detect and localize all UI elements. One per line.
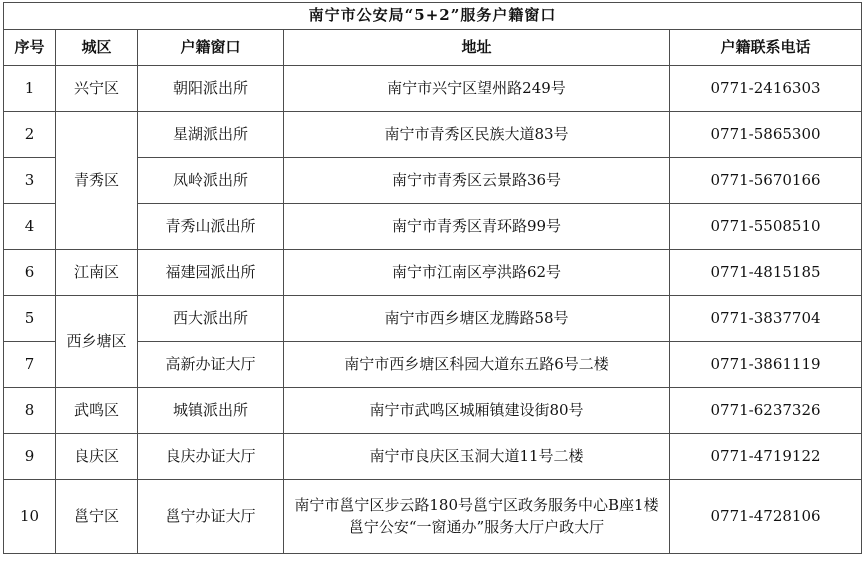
- row-index-cell: 8: [4, 388, 56, 434]
- district-cell: 武鸣区: [56, 388, 138, 434]
- address-cell: 南宁市武鸣区城厢镇建设街80号: [284, 388, 670, 434]
- window-name-cell: 高新办证大厅: [138, 342, 284, 388]
- phone-number-cell: 0771-5508510: [670, 204, 862, 250]
- title-row: [4, 3, 862, 30]
- address-cell: 南宁市青秀区云景路36号: [284, 158, 670, 204]
- phone-number-cell: 0771-4815185: [670, 250, 862, 296]
- table-row: [4, 388, 862, 434]
- address-cell: 南宁市良庆区玉洞大道11号二楼: [284, 434, 670, 480]
- phone-number-cell: 0771-3837704: [670, 296, 862, 342]
- row-index-cell: 1: [4, 66, 56, 112]
- window-name-cell: 朝阳派出所: [138, 66, 284, 112]
- address-cell: 南宁市西乡塘区龙腾路58号: [284, 296, 670, 342]
- district-cell: 江南区: [56, 250, 138, 296]
- table-row: [4, 434, 862, 480]
- row-index-cell: 6: [4, 250, 56, 296]
- col-header-address: 地址: [284, 30, 670, 66]
- col-header-window: 户籍窗口: [138, 30, 284, 66]
- table-row: [4, 250, 862, 296]
- district-cell: 兴宁区: [56, 66, 138, 112]
- district-cell: 邕宁区: [56, 480, 138, 554]
- address-cell: 南宁市青秀区青环路99号: [284, 204, 670, 250]
- window-name-cell: 青秀山派出所: [138, 204, 284, 250]
- address-cell: 南宁市青秀区民族大道83号: [284, 112, 670, 158]
- row-index-cell: 4: [4, 204, 56, 250]
- window-name-cell: 良庆办证大厅: [138, 434, 284, 480]
- table-title: 南宁市公安局“5+2”服务户籍窗口: [4, 3, 862, 30]
- window-name-cell: 西大派出所: [138, 296, 284, 342]
- window-name-cell: 星湖派出所: [138, 112, 284, 158]
- household-registration-table: [3, 2, 862, 554]
- phone-number-cell: 0771-2416303: [670, 66, 862, 112]
- row-index-cell: 9: [4, 434, 56, 480]
- table-row: [4, 112, 862, 158]
- phone-number-cell: 0771-4728106: [670, 480, 862, 554]
- address-cell: 南宁市邕宁区步云路180号邕宁区政务服务中心B座1楼邕宁公安“一窗通办”服务大厅户政大厅: [284, 480, 670, 554]
- phone-number-cell: 0771-4719122: [670, 434, 862, 480]
- row-index-cell: 7: [4, 342, 56, 388]
- header-row: [4, 30, 862, 66]
- district-cell: 西乡塘区: [56, 296, 138, 388]
- table-head: [4, 3, 862, 66]
- phone-number-cell: 0771-5865300: [670, 112, 862, 158]
- phone-number-cell: 0771-6237326: [670, 388, 862, 434]
- window-name-cell: 城镇派出所: [138, 388, 284, 434]
- address-cell: 南宁市江南区亭洪路62号: [284, 250, 670, 296]
- row-index-cell: 5: [4, 296, 56, 342]
- window-name-cell: 凤岭派出所: [138, 158, 284, 204]
- district-cell: 青秀区: [56, 112, 138, 250]
- col-header-index: 序号: [4, 30, 56, 66]
- col-header-district: 城区: [56, 30, 138, 66]
- window-name-cell: 福建园派出所: [138, 250, 284, 296]
- phone-number-cell: 0771-5670166: [670, 158, 862, 204]
- address-cell: 南宁市兴宁区望州路249号: [284, 66, 670, 112]
- row-index-cell: 10: [4, 480, 56, 554]
- col-header-phone: 户籍联系电话: [670, 30, 862, 66]
- table-row: [4, 480, 862, 554]
- address-cell: 南宁市西乡塘区科园大道东五路6号二楼: [284, 342, 670, 388]
- table-body: [4, 66, 862, 554]
- table-row: [4, 66, 862, 112]
- phone-number-cell: 0771-3861119: [670, 342, 862, 388]
- row-index-cell: 2: [4, 112, 56, 158]
- row-index-cell: 3: [4, 158, 56, 204]
- window-name-cell: 邕宁办证大厅: [138, 480, 284, 554]
- district-cell: 良庆区: [56, 434, 138, 480]
- table-row: [4, 296, 862, 342]
